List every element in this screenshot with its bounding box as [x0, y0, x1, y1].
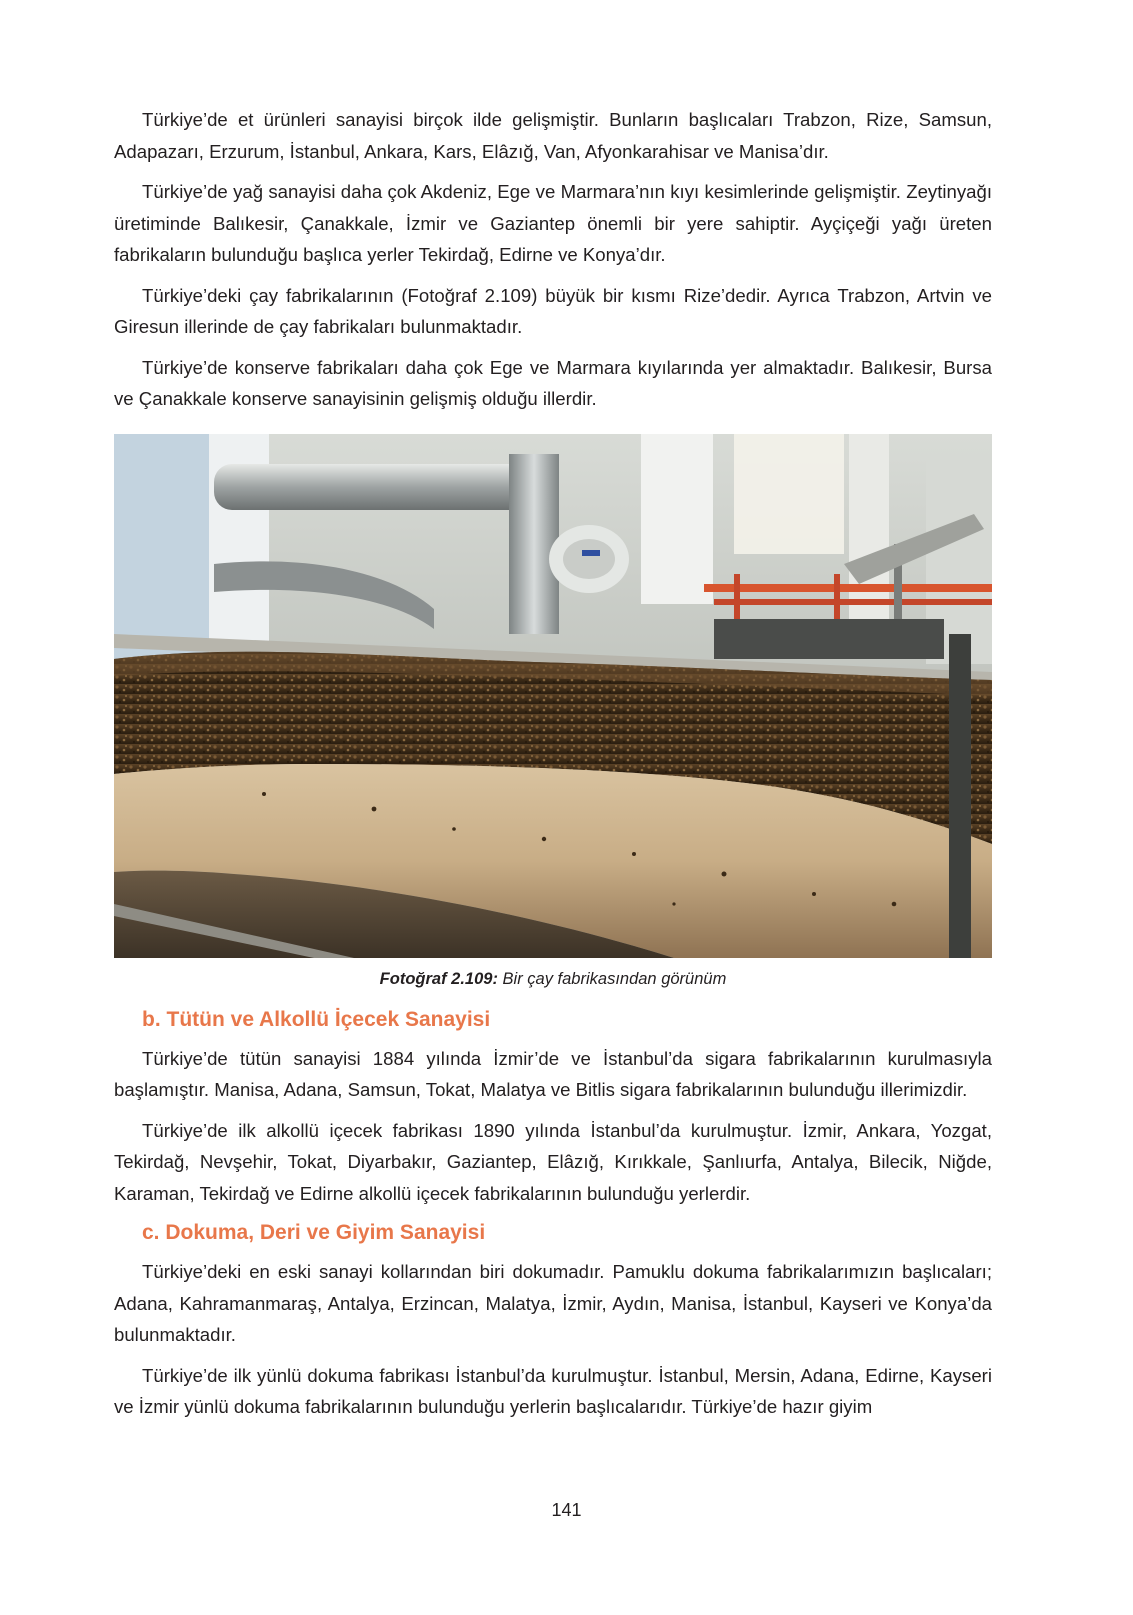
section-heading-textile-leather-clothing: c. Dokuma, Deri ve Giyim Sanayisi	[142, 1221, 486, 1244]
paragraph-meat-industry: Türkiye’de et ürünleri sanayisi birçok ilde gelişmiştir. Bunların başlıcaları Trabzon, Rize, Samsun, Adapazarı, Erzurum, İstanbul, Ankara, Kars, Elâzığ, Van, Afyonkarahisar ve Manisa’dır.	[114, 109, 992, 162]
paragraph-alcohol: Türkiye’de ilk alkollü içecek fabrikası 1890 yılında İstanbul’da kurulmuştur. İzmir, Ankara, Yozgat, Tekirdağ, Nevşehir, Tokat, Diyarbakır, Gaziantep, Elâzığ, Kırıkkale, Şanlıurfa, Antalya, Bilecik, Niğde, Karaman, Tekirdağ ve Edirne alkollü içecek fabrikalarının bulunduğu yerlerdir.	[114, 1119, 992, 1204]
caption-text: Bir çay fabrikasından görünüm	[497, 969, 727, 988]
tea-factory-photo	[114, 434, 992, 958]
paragraph-oil-industry: Türkiye’de yağ sanayisi daha çok Akdeniz, Ege ve Marmara’nın kıyı kesimlerinde gelişmiştir. Zeytinyağı üretiminde Balıkesir, Çanakkale, İzmir ve Gaziantep önemli bir yere sahiptir. Ayçiçeği yağı üreten fabrikaların bulunduğu başlıca yerler Tekirdağ, Edirne ve Konya’dır.	[114, 181, 992, 265]
paragraph-cotton-weaving: Türkiye’deki en eski sanayi kollarından biri dokumadır. Pamuklu dokuma fabrikalarımızın başlıcaları; Adana, Kahramanmaraş, Antalya, Erzincan, Malatya, İzmir, Aydın, Manisa, İstanbul, Kayseri ve Konya’da bulunmaktadır.	[114, 1261, 992, 1345]
page-content	[114, 104, 992, 1432]
page-number: 141	[551, 1500, 582, 1520]
caption-label: Fotoğraf 2.109:	[379, 969, 498, 988]
photo-caption	[114, 967, 992, 991]
paragraph-wool-weaving: Türkiye’de ilk yünlü dokuma fabrikası İstanbul’da kurulmuştur. İstanbul, Mersin, Adana, Edirne, Kayseri ve İzmir yünlü dokuma fabrikalarının bulunduğu yerlerin başlıcalarıdır. Türkiye’de hazır giyim	[114, 1364, 992, 1417]
section-heading-tobacco-alcohol: b. Tütün ve Alkollü İçecek Sanayisi	[142, 1007, 491, 1031]
paragraph-canning-factories: Türkiye’de konserve fabrikaları daha çok Ege ve Marmara kıyılarında yer almaktadır. Balıkesir, Bursa ve Çanakkale konserve sanayisinin gelişmiş olduğu illerdir.	[114, 356, 992, 409]
paragraph-tobacco: Türkiye’de tütün sanayisi 1884 yılında İzmir’de ve İstanbul’da sigara fabrikalarının kurulmasıyla başlamıştır. Manisa, Adana, Samsun, Tokat, Malatya ve Bitlis sigara fabrikalarının bulunduğu illerimizdir.	[114, 1047, 992, 1100]
paragraph-tea-factories: Türkiye’deki çay fabrikalarının (Fotoğraf 2.109) büyük bir kısmı Rize’dedir. Ayrıca Trabzon, Artvin ve Giresun illerinde de çay fabrikaları bulunmaktadır.	[114, 284, 992, 337]
